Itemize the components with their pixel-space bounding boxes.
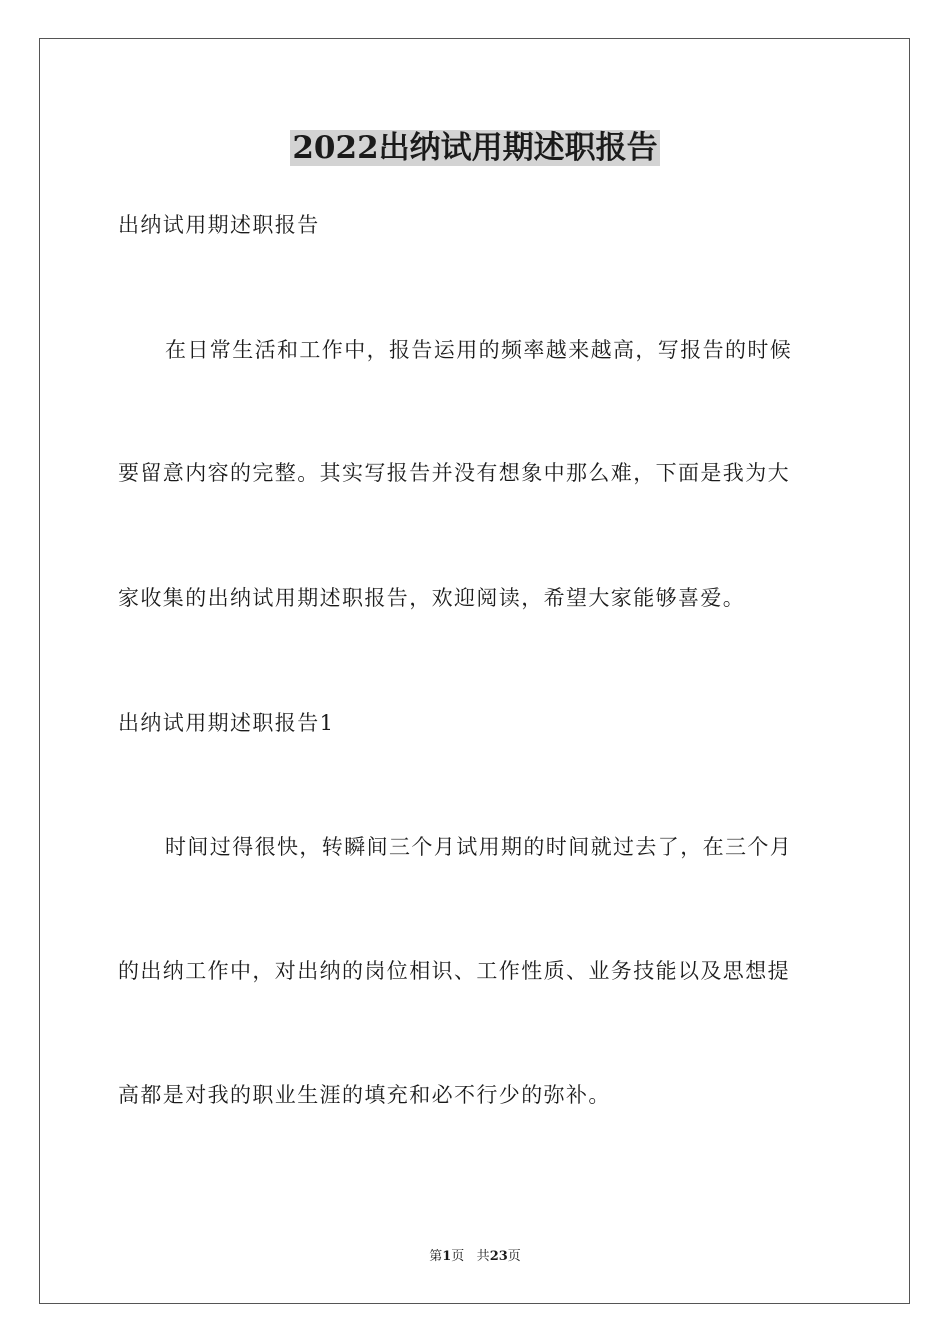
total-pages: 23 <box>489 1249 508 1264</box>
section-line-3: 高都是对我的职业生涯的填充和必不行少的弥补。 <box>118 1083 611 1107</box>
page-footer <box>0 1248 950 1266</box>
section-line-2: 的出纳工作中，对出纳的岗位相识、工作性质、业务技能以及思想提 <box>118 959 790 983</box>
section-heading: 出纳试用期述职报告1 <box>118 711 335 735</box>
intro-line-3: 家收集的出纳试用期述职报告，欢迎阅读，希望大家能够喜爱。 <box>118 586 746 610</box>
total-prefix: 共 <box>476 1249 490 1264</box>
intro-line-2: 要留意内容的完整。其实写报告并没有想象中那么难，下面是我为大 <box>118 461 790 485</box>
intro-line-1: 在日常生活和工作中，报告运用的频率越来越高，写报告的时候 <box>165 338 793 362</box>
page-number: 1 <box>442 1249 452 1264</box>
page-prefix: 第 <box>429 1249 443 1264</box>
document-title <box>0 126 950 170</box>
total-suffix: 页 <box>507 1249 521 1264</box>
document-title-text: 2022出纳试用期述职报告 <box>292 130 658 166</box>
page-suffix: 页 <box>451 1249 465 1264</box>
section-line-1: 时间过得很快，转瞬间三个月试用期的时间就过去了，在三个月 <box>165 835 793 859</box>
document-subtitle: 出纳试用期述职报告 <box>118 213 320 237</box>
